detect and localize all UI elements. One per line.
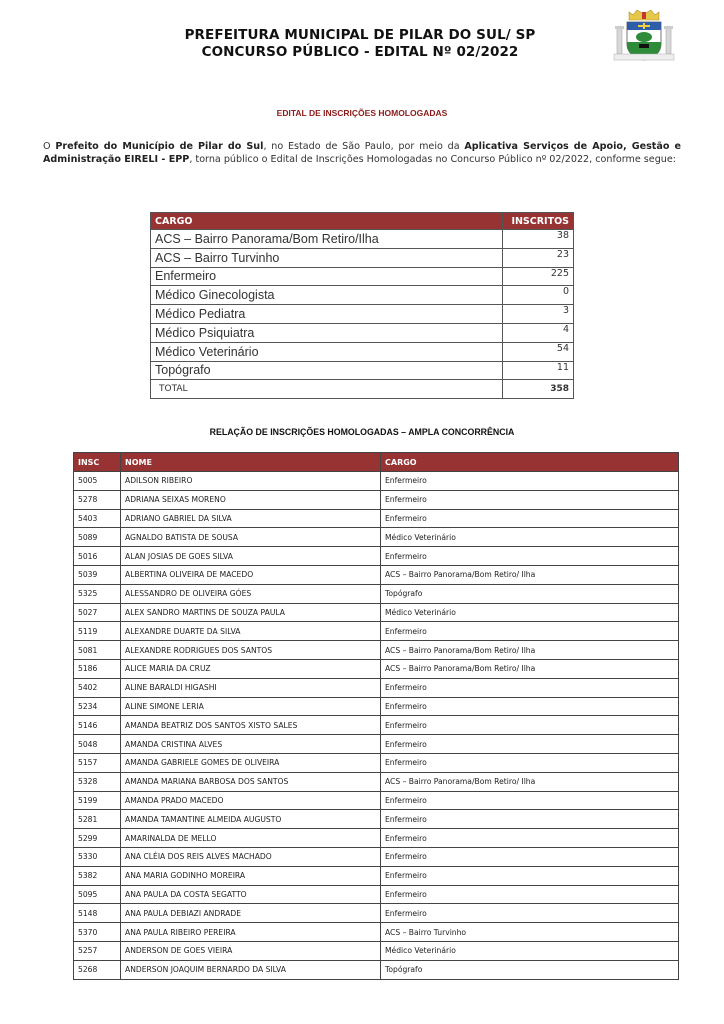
- insc-cell: 5027: [74, 603, 121, 622]
- table-row: [74, 659, 679, 678]
- nome-cell: AMANDA MARIANA BARBOSA DOS SANTOS: [121, 772, 381, 791]
- cargo-cell: Médico Veterinário: [381, 528, 679, 547]
- nome-cell: AGNALDO BATISTA DE SOUSA: [121, 528, 381, 547]
- insc-cell: 5146: [74, 716, 121, 735]
- summary-row: [151, 267, 574, 286]
- cargo-cell: ACS – Bairro Panorama/Bom Retiro/ Ilha: [381, 772, 679, 791]
- inscritos-cell: 11: [503, 361, 574, 380]
- edital-heading: EDITAL DE INSCRIÇÕES HOMOLOGADAS: [276, 108, 448, 118]
- insc-cell: 5081: [74, 641, 121, 660]
- insc-cell: 5234: [74, 697, 121, 716]
- inscritos-cell: 225: [503, 267, 574, 286]
- inscricoes-table: [73, 452, 679, 980]
- table-row: [74, 584, 679, 603]
- summary-row: [151, 323, 574, 342]
- nome-cell: ANA MARIA GODINHO MOREIRA: [121, 866, 381, 885]
- table-row: [74, 960, 679, 979]
- document-subtitle: CONCURSO PÚBLICO - EDITAL Nº 02/2022: [201, 44, 519, 60]
- intro-text: , torna público o Edital de Inscrições Homologadas no Concurso Público nº 02/2022, conforme segue:: [189, 153, 676, 165]
- nome-cell: ALEXANDRE RODRIGUES DOS SANTOS: [121, 641, 381, 660]
- table-row: [74, 829, 679, 848]
- nome-cell: AMARINALDA DE MELLO: [121, 829, 381, 848]
- intro-text: O: [43, 141, 56, 152]
- nome-cell: ALINE BARALDI HIGASHI: [121, 678, 381, 697]
- cargo-cell: Enfermeiro: [381, 753, 679, 772]
- inscricoes-header-row: [74, 453, 679, 472]
- total-label: TOTAL: [151, 380, 503, 399]
- nome-cell: ANDERSON DE GOES VIEIRA: [121, 941, 381, 960]
- table-row: [74, 753, 679, 772]
- cargo-cell: Médico Psiquiatra: [151, 323, 503, 342]
- cargo-cell: Médico Pediatra: [151, 305, 503, 324]
- table-row: [74, 641, 679, 660]
- table-row: [74, 941, 679, 960]
- cargo-cell: Topógrafo: [381, 960, 679, 979]
- nome-cell: ANA PAULA DA COSTA SEGATTO: [121, 885, 381, 904]
- table-row: [74, 622, 679, 641]
- summary-row: [151, 286, 574, 305]
- summary-row: [151, 305, 574, 324]
- cargo-cell: Enfermeiro: [381, 735, 679, 754]
- intro-text: , no Estado de São Paulo, por meio da: [263, 141, 465, 152]
- nome-cell: ANDERSON JOAQUIM BERNARDO DA SILVA: [121, 960, 381, 979]
- cargo-cell: Enfermeiro: [381, 472, 679, 491]
- insc-cell: 5257: [74, 941, 121, 960]
- cargo-cell: Enfermeiro: [381, 622, 679, 641]
- table-row: [74, 565, 679, 584]
- cargo-cell: ACS – Bairro Panorama/Bom Retiro/Ilha: [151, 230, 503, 249]
- table-row: [74, 735, 679, 754]
- nome-cell: ALINE SIMONE LERIA: [121, 697, 381, 716]
- inscritos-cell: 4: [503, 323, 574, 342]
- cargo-cell: Topógrafo: [381, 584, 679, 603]
- insc-cell: 5005: [74, 472, 121, 491]
- table-row: [74, 716, 679, 735]
- table-row: [74, 904, 679, 923]
- summary-row: [151, 248, 574, 267]
- table-row: [74, 472, 679, 491]
- coat-of-arms-icon: [613, 6, 675, 64]
- inscritos-cell: 0: [503, 286, 574, 305]
- insc-cell: 5299: [74, 829, 121, 848]
- nome-cell: ALEX SANDRO MARTINS DE SOUZA PAULA: [121, 603, 381, 622]
- inscritos-cell: 38: [503, 230, 574, 249]
- cargo-cell: Enfermeiro: [381, 490, 679, 509]
- nome-cell: AMANDA TAMANTINE ALMEIDA AUGUSTO: [121, 810, 381, 829]
- intro-bold-prefeito: Prefeito do Município de Pilar do Sul: [55, 141, 264, 152]
- insc-cell: 5048: [74, 735, 121, 754]
- cargo-cell: Enfermeiro: [381, 509, 679, 528]
- total-value: 358: [503, 380, 574, 399]
- cargo-cell: Enfermeiro: [381, 697, 679, 716]
- insc-cell: 5119: [74, 622, 121, 641]
- inscritos-cell: 3: [503, 305, 574, 324]
- table-row: [74, 528, 679, 547]
- table-row: [74, 772, 679, 791]
- insc-cell: 5278: [74, 490, 121, 509]
- cargo-cell: Enfermeiro: [381, 866, 679, 885]
- cargo-cell: Enfermeiro: [381, 829, 679, 848]
- table-row: [74, 490, 679, 509]
- nome-cell: ADRIANA SEIXAS MORENO: [121, 490, 381, 509]
- summary-total-row: [151, 380, 574, 399]
- table-row: [74, 678, 679, 697]
- relacao-heading: RELAÇÃO DE INSCRIÇÕES HOMOLOGADAS – AMPLA CONCORRÊNCIA: [209, 427, 515, 437]
- intro-bold-company: Aplicativa Serviços de Apoio, Gestão e Administração EIRELI - EPP: [43, 141, 681, 165]
- nome-cell: ANA PAULA DEBIAZI ANDRADE: [121, 904, 381, 923]
- nome-cell: ALEXANDRE DUARTE DA SILVA: [121, 622, 381, 641]
- table-row: [74, 547, 679, 566]
- insc-cell: 5268: [74, 960, 121, 979]
- cargo-cell: Enfermeiro: [381, 847, 679, 866]
- intro-paragraph: [43, 141, 681, 166]
- cargo-cell: ACS – Bairro Panorama/Bom Retiro/ Ilha: [381, 641, 679, 660]
- nome-cell: ADRIANO GABRIEL DA SILVA: [121, 509, 381, 528]
- header-cargo: CARGO: [381, 453, 679, 472]
- summary-table: [150, 212, 574, 399]
- nome-cell: ANA PAULA RIBEIRO PEREIRA: [121, 923, 381, 942]
- nome-cell: AMANDA GABRIELE GOMES DE OLIVEIRA: [121, 753, 381, 772]
- insc-cell: 5328: [74, 772, 121, 791]
- cargo-cell: Enfermeiro: [381, 810, 679, 829]
- summary-row: [151, 361, 574, 380]
- table-row: [74, 791, 679, 810]
- cargo-cell: Enfermeiro: [381, 904, 679, 923]
- cargo-cell: ACS – Bairro Panorama/Bom Retiro/ Ilha: [381, 659, 679, 678]
- nome-cell: AMANDA CRISTINA ALVES: [121, 735, 381, 754]
- insc-cell: 5095: [74, 885, 121, 904]
- nome-cell: ANA CLÉIA DOS REIS ALVES MACHADO: [121, 847, 381, 866]
- cargo-cell: Topógrafo: [151, 361, 503, 380]
- insc-cell: 5089: [74, 528, 121, 547]
- nome-cell: AMANDA BEATRIZ DOS SANTOS XISTO SALES: [121, 716, 381, 735]
- summary-row: [151, 342, 574, 361]
- inscritos-cell: 23: [503, 248, 574, 267]
- nome-cell: ALAN JOSIAS DE GOES SILVA: [121, 547, 381, 566]
- cargo-cell: Médico Veterinário: [381, 941, 679, 960]
- insc-cell: 5325: [74, 584, 121, 603]
- insc-cell: 5186: [74, 659, 121, 678]
- nome-cell: ALICE MARIA DA CRUZ: [121, 659, 381, 678]
- table-row: [74, 603, 679, 622]
- table-row: [74, 866, 679, 885]
- insc-cell: 5330: [74, 847, 121, 866]
- insc-cell: 5402: [74, 678, 121, 697]
- cargo-cell: ACS – Bairro Turvinho: [381, 923, 679, 942]
- summary-header-row: [151, 213, 574, 230]
- table-row: [74, 697, 679, 716]
- nome-cell: AMANDA PRADO MACEDO: [121, 791, 381, 810]
- cargo-cell: Enfermeiro: [381, 678, 679, 697]
- document-title: PREFEITURA MUNICIPAL DE PILAR DO SUL/ SP: [184, 27, 536, 43]
- insc-cell: 5148: [74, 904, 121, 923]
- cargo-cell: Médico Ginecologista: [151, 286, 503, 305]
- cargo-cell: Enfermeiro: [381, 885, 679, 904]
- insc-cell: 5157: [74, 753, 121, 772]
- summary-row: [151, 230, 574, 249]
- insc-cell: 5382: [74, 866, 121, 885]
- insc-cell: 5039: [74, 565, 121, 584]
- insc-cell: 5281: [74, 810, 121, 829]
- table-row: [74, 885, 679, 904]
- cargo-cell: Enfermeiro: [381, 791, 679, 810]
- nome-cell: ALESSANDRO DE OLIVEIRA GÓES: [121, 584, 381, 603]
- cargo-cell: Médico Veterinário: [151, 342, 503, 361]
- nome-cell: ADILSON RIBEIRO: [121, 472, 381, 491]
- cargo-cell: Enfermeiro: [151, 267, 503, 286]
- header-nome: NOME: [121, 453, 381, 472]
- insc-cell: 5370: [74, 923, 121, 942]
- cargo-cell: Médico Veterinário: [381, 603, 679, 622]
- header-insc: INSC: [74, 453, 121, 472]
- nome-cell: ALBERTINA OLIVEIRA DE MACEDO: [121, 565, 381, 584]
- header-inscritos: INSCRITOS: [503, 213, 574, 230]
- inscritos-cell: 54: [503, 342, 574, 361]
- table-row: [74, 923, 679, 942]
- insc-cell: 5403: [74, 509, 121, 528]
- header-cargo: CARGO: [151, 213, 503, 230]
- table-row: [74, 509, 679, 528]
- cargo-cell: ACS – Bairro Turvinho: [151, 248, 503, 267]
- cargo-cell: Enfermeiro: [381, 716, 679, 735]
- cargo-cell: Enfermeiro: [381, 547, 679, 566]
- table-row: [74, 847, 679, 866]
- insc-cell: 5199: [74, 791, 121, 810]
- table-row: [74, 810, 679, 829]
- insc-cell: 5016: [74, 547, 121, 566]
- cargo-cell: ACS – Bairro Panorama/Bom Retiro/ Ilha: [381, 565, 679, 584]
